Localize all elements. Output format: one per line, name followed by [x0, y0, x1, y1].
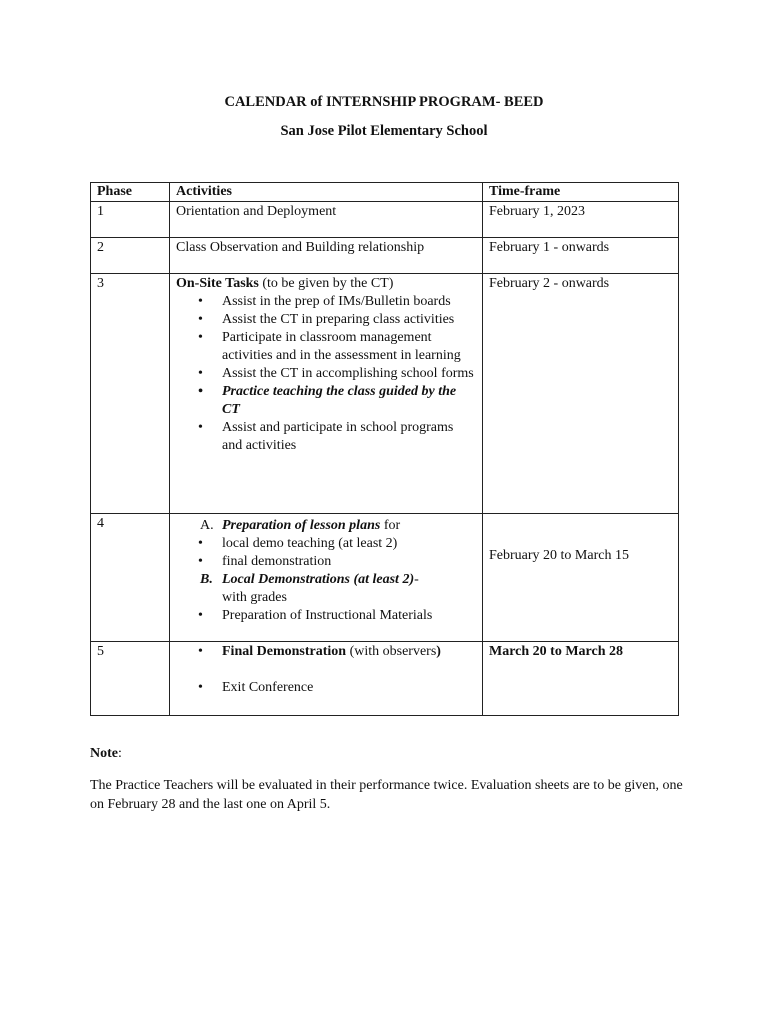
item-letter: A. [200, 518, 214, 533]
item-bold-text: Local Demonstrations (at least 2) [222, 572, 415, 587]
lettered-item-a [176, 517, 476, 535]
timeframe-text: February 20 to March 15 [489, 548, 629, 563]
phase-cell: 5 [91, 642, 170, 716]
note-text: The Practice Teachers will be evaluated in their performance twice. Evaluation sheets are to be given, one on February 28 and the last one on April 5. [90, 778, 683, 812]
note-label-suffix: : [118, 746, 122, 761]
document-title: CALENDAR of INTERNSHIP PROGRAM- BEED [224, 94, 544, 110]
timeframe-cell: February 1, 2023 [483, 202, 679, 238]
list-item: • Assist in the prep of IMs/Bulletin boards [176, 293, 476, 311]
exit-list [176, 679, 476, 697]
lesson-plan-list [176, 535, 476, 571]
header-timeframe: Time-frame [483, 183, 679, 202]
item-letter: B. [200, 572, 213, 587]
timeframe-cell: February 1 - onwards [483, 238, 679, 274]
table-row [91, 202, 679, 238]
table-row [91, 238, 679, 274]
activity-cell: Orientation and Deployment [170, 202, 483, 238]
timeframe-cell: March 20 to March 28 [483, 642, 679, 716]
list-item: • Exit Conference [176, 679, 476, 697]
item-rest-text: - [414, 572, 419, 587]
final-list [176, 643, 476, 661]
materials-list [176, 607, 476, 625]
header-phase: Phase [91, 183, 170, 202]
table-header-row [91, 183, 679, 202]
header-activities: Activities [170, 183, 483, 202]
activity-heading-bold: On-Site Tasks [176, 276, 259, 291]
internship-calendar-table [90, 182, 679, 716]
phase-cell: 3 [91, 274, 170, 514]
activity-heading [176, 275, 476, 293]
list-item: • Assist and participate in school programs and activities [176, 419, 476, 455]
list-item-emphasized: • Practice teaching the class guided by the CT [176, 383, 476, 419]
timeframe-cell [483, 514, 679, 642]
item-bold-text: Final Demonstration [222, 644, 347, 659]
lettered-item-b-sub: with grades [222, 590, 287, 605]
list-item: • Participate in classroom management activities and in the assessment in learning [176, 329, 476, 365]
list-item: • local demo teaching (at least 2) [176, 535, 476, 553]
table-row [91, 642, 679, 716]
activity-cell [170, 642, 483, 716]
list-item: • Preparation of Instructional Materials [176, 607, 476, 625]
timeframe-cell: February 2 - onwards [483, 274, 679, 514]
item-bold-text: Preparation of lesson plans [222, 518, 381, 533]
item-rest-text: (with observers [346, 644, 437, 659]
note-label-text: Note [90, 746, 118, 761]
phase-cell: 4 [91, 514, 170, 642]
document-subtitle: San Jose Pilot Elementary School [280, 123, 488, 139]
task-list [176, 293, 476, 455]
list-item [176, 643, 476, 661]
list-item: • final demonstration [176, 553, 476, 571]
list-item: • Assist the CT in preparing class activities [176, 311, 476, 329]
lettered-item-b [176, 571, 476, 589]
item-rest-text: for [380, 518, 401, 533]
phase-cell: 2 [91, 238, 170, 274]
activity-cell: Class Observation and Building relationship [170, 238, 483, 274]
activity-heading-rest: (to be given by the CT) [258, 276, 394, 291]
activity-cell [170, 514, 483, 642]
list-item: • Assist the CT in accomplishing school forms [176, 365, 476, 383]
table-row [91, 514, 679, 642]
table-row [91, 274, 679, 514]
item-close-text: ) [436, 644, 441, 659]
note-label [90, 746, 122, 762]
phase-cell: 1 [91, 202, 170, 238]
activity-cell [170, 274, 483, 514]
spacer [176, 661, 476, 679]
